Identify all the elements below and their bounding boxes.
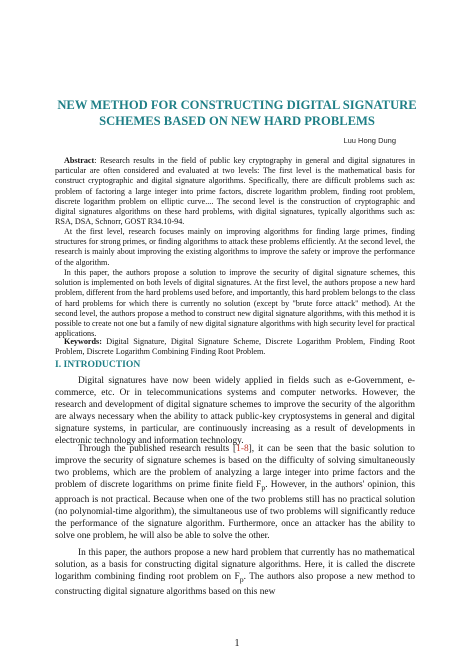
subscript-p: p	[261, 483, 266, 492]
keywords-text: Digital Signature, Digital Signature Scheme, Discrete Logarithm Problem, Finding Root Problem, Discrete Logarithm Combining Finding Root Problem.	[55, 337, 415, 357]
intro-p3-text-a: In this paper, the authors propose a new hard problem that currently has no mathematical solution, as a basis for constructing digital signature algorithms. Here, it is called the discrete logarithm combining finding root problem on F	[55, 548, 415, 583]
abstract-label: Abstract	[64, 156, 95, 165]
title-line-2: SCHEMES BASED ON NEW HARD PROBLEMS	[99, 114, 375, 128]
intro-p3-text-b: . The authors also propose a new method to constructing digital signature algorithms based on this new	[55, 572, 415, 597]
abstract-paragraph-2: At the first level, research focuses mainly on improving algorithms for finding large primes, finding structures for strong primes, or finding algorithms to attack these problems efficiently. At the second level, the research is mainly about improving the existing algorithms to improve the safety or improve the performance of the algorithm.	[55, 227, 415, 267]
paper-title	[40, 97, 434, 129]
subscript-p: p	[239, 574, 244, 584]
intro-paragraph-1: Digital signatures have now been widely applied in fields such as e-Government, e-commerce, etc. Or in telecommunications systems and computer networks. However, the research and development of digital signature schemes to improve the security of the algorithm are always necessary when the ability to attack public-key cryptosystems in general and digital signature systems, in particular, are continuously increasing as a result of developments in electronic technology and information technology.	[55, 376, 415, 447]
intro-paragraph-3	[55, 547, 415, 598]
page-number: 1	[234, 638, 240, 649]
abstract-paragraph-3: In this paper, the authors propose a solution to improve the security of digital signature schemes, this solution is implemented on both levels of digital signatures. At the first level, the authors propose a new hard problem, different from the hard problems used before, and importantly, this hard problem belongs to the class of hard problems for which there is currently no solution (except by "brute force attack" method). At the second level, the authors propose a method to construct new digital signature algorithms, with this method it is possible to create not one but a family of new digital signature algorithms with high security level for practical applications.	[55, 268, 415, 339]
author-name: Luu Hong Dung	[343, 136, 396, 145]
intro-p2-text-a: Through the published research results [	[78, 444, 237, 454]
title-line-1: NEW METHOD FOR CONSTRUCTING DIGITAL SIGNATURE	[57, 98, 417, 112]
section-heading-introduction: I. INTRODUCTION	[55, 359, 141, 370]
intro-paragraph-2	[55, 443, 415, 542]
abstract-paragraph	[55, 156, 415, 227]
keywords-paragraph	[55, 337, 415, 357]
abstract-text: : Research results in the field of public key cryptography in general and digital signatures in particular are often considered and evaluated at two levels: The first level is the mathematical basis for construct cryptographic and digital signature algorithms. Specifically, there are difficult problems such as: problem of factoring a large integer into prime factors, discrete logarithm problem, finding root problem, discrete logarithm problem on elliptic curve.... The second level is the construction of cryptographic and digital signatures algorithms on these hard problems, with digital signatures, typically algorithms such as: RSA, DSA, Schnorr, GOST R34.10-94.	[55, 156, 415, 227]
intro-p2-text-b: ], it can be seen that the basic solution to improve the security of signature schemes is based on the difficulty of solving simultaneously two problems, which are the problem of analyzing a large integer into prime factors and the problem of discrete logarithms on prime finite field F	[55, 444, 415, 491]
intro-p2-text-c: . However, in the authors' opinion, this approach is not practical. Because when one of the two problems still has no practical solution (no polynomial-time algorithm), the simultaneous use of two problems will significantly reduce the performance of the signature algorithm. Furthermore, once an attacker has the ability to solve one problem, he will also be able to solve the other.	[55, 480, 415, 542]
keywords-label: Keywords:	[64, 337, 102, 346]
citation-link[interactable]: 1-8	[236, 444, 249, 454]
